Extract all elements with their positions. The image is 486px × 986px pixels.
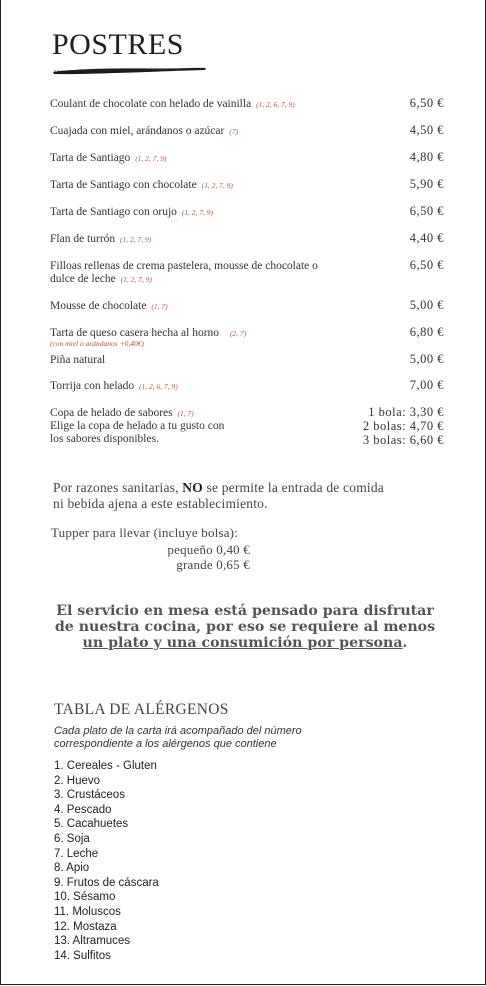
item-price: 5,00 € xyxy=(409,298,444,312)
item-note: (con miel o arándanos +0,40€) xyxy=(50,339,145,348)
item-allergens: (2, 7) xyxy=(229,329,247,338)
menu-item xyxy=(50,206,360,219)
allergen-list-item: 13. Altramuces xyxy=(54,935,131,948)
item-name: Cuajada con miel, arándanos o azúcar xyxy=(50,125,225,137)
item-name: Coulant de chocolate con helado de vainilla xyxy=(50,98,252,110)
item-name: Copa de helado de sabores xyxy=(50,407,173,419)
allergen-list-item: 9. Frutos de cáscara xyxy=(54,876,159,889)
item-allergens: (1, 2, 7, 9) xyxy=(135,154,167,163)
item-name-cont: dulce de leche xyxy=(50,273,116,285)
item-name: Torrija con helado xyxy=(50,380,135,392)
item-name: Tarta de Santiago con chocolate xyxy=(50,179,197,191)
menu-item xyxy=(50,327,360,348)
item-name: Filloas rellenas de crema pastelera, mousse de chocolate o xyxy=(50,260,318,272)
notice-text: se permite la entrada de comida xyxy=(202,480,384,495)
item-price: 2 bolas: 4,70 € xyxy=(362,419,444,433)
item-name: Mousse de chocolate xyxy=(50,300,147,312)
menu-item xyxy=(50,125,360,138)
item-description: Elige la copa de helado a tu gusto con xyxy=(50,420,225,432)
item-price: 6,80 € xyxy=(409,325,444,339)
allergen-list-item: 4. Pescado xyxy=(54,803,112,816)
service-text: El servicio en mesa está pensado para disfrutar xyxy=(56,603,434,619)
item-price: 4,40 € xyxy=(409,231,444,245)
item-name: Piña natural xyxy=(50,354,106,366)
menu-item xyxy=(50,300,360,313)
item-price: 3 bolas: 6,60 € xyxy=(362,433,444,447)
item-allergens: (1, 2, 7, 9) xyxy=(120,275,152,284)
allergen-list-item: 10. Sésamo xyxy=(54,891,116,904)
tupper-title: Tupper para llevar (incluye bolsa): xyxy=(51,525,239,540)
notice-text: ni bebida ajena a este establecimiento. xyxy=(53,496,268,511)
item-allergens: (1, 7) xyxy=(151,302,168,311)
notice-text: Por razones sanitarias, xyxy=(53,480,183,495)
allergen-list-item: 11. Moluscos xyxy=(54,905,121,918)
menu-item xyxy=(50,152,360,165)
allergen-table-description xyxy=(54,725,374,751)
allergen-list-item: 6. Soja xyxy=(54,832,90,845)
brush-underline-decoration xyxy=(52,66,208,76)
menu-item xyxy=(50,98,360,111)
allergen-desc-text: correspondiente a los alérgenos que contiene xyxy=(54,738,277,750)
item-description: los sabores disponibles. xyxy=(50,433,159,445)
item-price: 6,50 € xyxy=(409,258,444,272)
allergen-list-item: 14. Sulfitos xyxy=(54,949,111,962)
menu-item-ice-cream xyxy=(50,407,310,446)
item-allergens: (1, 7) xyxy=(177,409,194,418)
item-price: 6,50 € xyxy=(409,96,444,110)
item-price: 5,90 € xyxy=(409,177,444,191)
item-allergens: (1, 2, 6, 7, 9) xyxy=(139,382,178,391)
item-allergens: (1, 2, 7, 9) xyxy=(181,208,214,217)
item-name: Tarta de Santiago xyxy=(50,152,131,164)
menu-item xyxy=(50,179,360,192)
allergen-list-item: 3. Crustáceos xyxy=(54,789,125,802)
allergen-desc-text: Cada plato de la carta irá acompañado del número xyxy=(54,725,302,737)
allergen-list xyxy=(54,759,159,963)
item-name: Flan de turrón xyxy=(50,233,116,245)
menu-item xyxy=(50,354,360,367)
item-price: 4,50 € xyxy=(409,123,444,137)
notice-emphasis: NO xyxy=(182,480,203,495)
food-policy-notice xyxy=(53,480,453,512)
item-allergens: (1, 2, 7, 9) xyxy=(201,181,233,190)
allergen-list-item: 7. Leche xyxy=(54,847,99,860)
item-price: 1 bola: 3,30 € xyxy=(368,405,444,419)
allergen-table-title: TABLA DE ALÉRGENOS xyxy=(54,701,229,718)
item-allergens: (7) xyxy=(229,127,238,136)
item-price: 6,50 € xyxy=(409,204,444,218)
tupper-large-price: grande 0,65 € xyxy=(176,557,250,572)
item-allergens: (1, 2, 7, 9) xyxy=(120,235,152,244)
tupper-small-price: pequeño 0,40 € xyxy=(167,542,250,557)
service-text-underlined: un plato y una consumición por persona xyxy=(82,635,403,651)
allergen-list-item: 1. Cereales - Gluten xyxy=(54,760,157,772)
service-text: . xyxy=(402,635,408,651)
allergen-list-item: 5. Cacahuetes xyxy=(54,818,129,831)
allergen-list-item: 12. Mostaza xyxy=(54,920,117,933)
item-price: 7,00 € xyxy=(409,378,444,392)
allergen-list-item: 8. Apio xyxy=(54,862,90,875)
service-statement xyxy=(40,603,450,651)
service-text: de nuestra cocina, por eso se requiere al menos xyxy=(54,619,436,635)
item-name: Tarta de Santiago con orujo xyxy=(50,206,177,218)
allergen-list-item: 2. Huevo xyxy=(54,774,101,787)
item-allergens: (1, 2, 6, 7, 9) xyxy=(256,100,295,109)
page-title: POSTRES xyxy=(52,28,184,61)
item-name: Tarta de queso casera hecha al horno xyxy=(50,327,220,339)
item-price: 4,80 € xyxy=(409,150,444,164)
item-price: 5,00 € xyxy=(409,352,444,366)
menu-item xyxy=(50,380,360,393)
ice-cream-prices xyxy=(363,405,444,447)
menu-item xyxy=(50,233,360,246)
menu-item xyxy=(50,260,370,286)
